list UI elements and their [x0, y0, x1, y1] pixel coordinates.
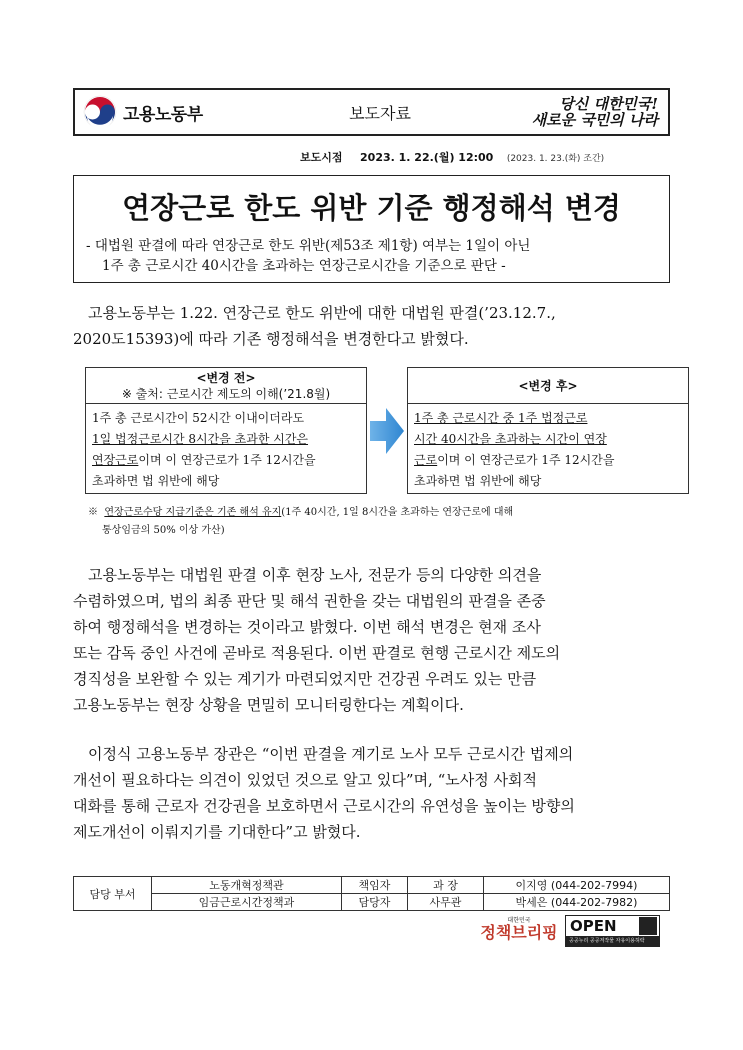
- after-box-body: [408, 404, 688, 496]
- after-title: <변경 후>: [408, 368, 688, 404]
- paragraph-line: 대화를 통해 근로자 건강권을 보호하면서 근로시간의 유연성을 높이는 방향의: [73, 797, 575, 815]
- table-row: [74, 894, 670, 911]
- embargo-label: 보도시점: [300, 151, 343, 164]
- person-cell: 이지영 (044-202-7994): [484, 877, 670, 894]
- title-cell: 과 장: [408, 877, 484, 894]
- ministry-logo: [75, 95, 305, 129]
- footnote-line: 통상임금의 50% 이상 가산): [102, 525, 225, 536]
- header-box: [73, 88, 670, 136]
- embargo-alt: (2023. 1. 23.(화) 조간): [506, 154, 605, 164]
- paragraph-line: 고용노동부는 1.22. 연장근로 한도 위반에 대한 대법원 판결(’23.12.7.,: [88, 304, 556, 322]
- person-cell: 박세은 (044-202-7982): [484, 894, 670, 911]
- dept-label: 담당 부서: [74, 877, 152, 911]
- subtitle-line: 1주 총 근로시간 40시간을 초과하는 연장근로시간을 기준으로 판단 -: [102, 258, 506, 274]
- role-cell: 책임자: [342, 877, 408, 894]
- release-label: 보도자료: [349, 103, 411, 123]
- paragraph-line: 고용노동부는 현장 상황을 면밀히 모니터링한다는 계획이다.: [73, 696, 464, 714]
- footnote-line: ※ 연장근로수당 지급기준은 기존 해석 유지(1주 40시간, 1일 8시간을 초과하는 연장근로에 대해: [88, 507, 514, 518]
- paragraph-line: 고용노동부는 대법원 판결 이후 현장 노사, 전문가 등의 다양한 의견을: [88, 566, 542, 584]
- paragraph-line: 제도개선이 이뤄지기를 기대한다”고 밝혔다.: [73, 823, 361, 841]
- open-sub: 공공누리 공공저작물 자유이용허락: [566, 936, 659, 946]
- embargo-datetime: 2023. 1. 22.(월) 12:00: [360, 151, 494, 164]
- open-license-badge: [565, 915, 660, 947]
- brand-small: 대한민국: [507, 917, 531, 924]
- after-line: 근로이며 이 연장근로가 1주 12시간을: [414, 453, 615, 467]
- table-row: [74, 877, 670, 894]
- role-cell: 담당자: [342, 894, 408, 911]
- paragraph-line: 수렴하였으며, 법의 최종 판단 및 해석 권한을 갖는 대법원의 판결을 존중: [73, 592, 546, 610]
- slogan: [455, 96, 668, 128]
- paragraph-intro: [73, 300, 673, 352]
- attribution-icon: [639, 917, 657, 935]
- before-line: 1주 총 근로시간이 52시간 이내이더라도: [92, 411, 305, 425]
- slogan-line1: 당신 대한민국!: [559, 95, 658, 113]
- arrow-right-icon: [370, 408, 404, 454]
- footnote: [88, 504, 678, 540]
- subtitle-line: - 대법원 판결에 따라 연장근로 한도 위반(제53조 제1항) 여부는 1일이 아닌: [86, 238, 531, 254]
- before-line: 연장근로이며 이 연장근로가 1주 12시간을: [92, 453, 316, 467]
- before-line: 초과하면 법 위반에 해당: [92, 474, 220, 488]
- policy-briefing-logo: [479, 915, 559, 945]
- subtitle: [86, 236, 661, 276]
- after-line: 초과하면 법 위반에 해당: [414, 474, 542, 488]
- open-label: OPEN: [570, 917, 617, 935]
- before-title: <변경 전>: [196, 371, 256, 385]
- after-line: 시간 40시간을 초과하는 시간이 연장: [414, 432, 607, 446]
- after-line: 1주 총 근로시간 중 1주 법정근로: [414, 411, 588, 425]
- before-box-header: [86, 368, 366, 404]
- paragraph-line: 또는 감독 중인 사건에 곧바로 적용된다. 이번 판결로 현행 근로시간 제도의: [73, 644, 561, 662]
- paragraph-quote: [73, 741, 673, 845]
- ministry-name: 고용노동부: [123, 104, 203, 125]
- before-box-body: [86, 404, 366, 496]
- before-source: ※ 출처: 근로시간 제도의 이해(’21.8월): [121, 387, 331, 401]
- slogan-line2: 새로운 국민의 나라: [531, 111, 658, 129]
- paragraph-body: [73, 562, 673, 718]
- page-title: 연장근로 한도 위반 기준 행정해석 변경: [122, 191, 621, 225]
- title-box: [73, 175, 670, 283]
- contact-table: [73, 876, 670, 911]
- title-cell: 사무관: [408, 894, 484, 911]
- paragraph-line: 개선이 필요하다는 의견이 있었던 것으로 알고 있다”며, “노사정 사회적: [73, 771, 537, 789]
- before-line: 1일 법정근로시간 8시간을 초과한 시간은: [92, 432, 309, 446]
- before-box: [85, 367, 367, 494]
- paragraph-line: 이정식 고용노동부 장관은 “이번 판결을 계기로 노사 모두 근로시간 법제의: [88, 745, 574, 763]
- brand-big: 정책브리핑: [480, 923, 558, 942]
- dept-cell: 노동개혁정책관: [152, 877, 342, 894]
- paragraph-line: 경직성을 보완할 수 있는 계기가 마련되었지만 건강권 우려도 있는 만큼: [73, 670, 537, 688]
- dept-cell: 임금근로시간정책과: [152, 894, 342, 911]
- paragraph-line: 2020도15393)에 따라 기존 행정해석을 변경한다고 밝혔다.: [73, 330, 469, 348]
- paragraph-line: 하여 행정해석을 변경하는 것이라고 밝혔다. 이번 해석 변경은 현재 조사: [73, 618, 541, 636]
- embargo-line: [300, 149, 670, 165]
- taegeuk-icon: [83, 95, 117, 129]
- after-box: [407, 367, 689, 494]
